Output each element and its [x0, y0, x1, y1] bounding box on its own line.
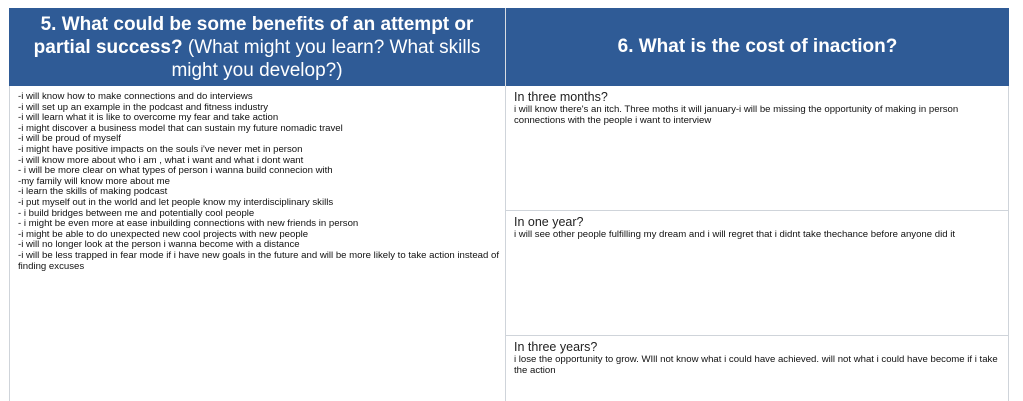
- worksheet-table: [9, 8, 1009, 401]
- benefit-line: -i might be able to do unexpected new cool projects with new people: [18, 228, 309, 240]
- benefit-line: -i will be less trapped in fear mode if i have new goals in the future and will be more likely to take action instead of finding excuses: [18, 249, 502, 272]
- benefit-line: -i will know more about who i am , what i want and what i dont want: [18, 154, 304, 166]
- benefit-line: - i will be more clear on what types of person i wanna build connecion with: [18, 165, 333, 177]
- benefit-line: -i might have positive impacts on the souls i've never met in person: [18, 143, 303, 155]
- benefits-header: [9, 8, 506, 86]
- benefit-line: -i put myself out in the world and let people know my interdisciplinary skills: [18, 196, 334, 208]
- benefit-line: -i will set up an example in the podcast and fitness industry: [18, 101, 269, 113]
- benefit-line: -my family will know more about me: [18, 175, 170, 187]
- cost-answer: i will know there's an itch. Three moths it will january-i will be missing the opportunity of making in person connections with the people i want to interview: [514, 104, 959, 126]
- cost-answers: [506, 86, 1009, 401]
- cost-three-months-box[interactable]: [506, 86, 1008, 211]
- cost-three-years-box[interactable]: [506, 336, 1008, 401]
- benefit-line: -i will know how to make connections and do interviews: [18, 91, 253, 102]
- benefits-header-text: [23, 13, 491, 82]
- benefit-line: -i will no longer look at the person i wanna become with a distance: [18, 239, 300, 251]
- cost-answer: i will see other people fulfilling my dream and i will regret that i didnt take thechance before anyone did it: [514, 229, 956, 240]
- cost-one-year-box[interactable]: [506, 211, 1008, 336]
- cost-question: In three months?: [514, 90, 608, 104]
- benefit-line: -i learn the skills of making podcast: [18, 186, 168, 198]
- benefits-answer-box[interactable]: [9, 86, 506, 401]
- benefit-line: - i might be even more at ease inbuilding connections with new friends in person: [18, 218, 359, 230]
- cost-question: In one year?: [514, 215, 584, 229]
- benefit-line: - i build bridges between me and potentially cool people: [18, 207, 255, 219]
- benefit-line: -i will be proud of myself: [18, 133, 121, 145]
- benefit-line: -i might discover a business model that can sustain my future nomadic travel: [18, 122, 343, 134]
- benefits-header-bold: 5. What could be some benefits of an attempt or partial success?: [33, 13, 474, 58]
- cost-question: In three years?: [514, 340, 598, 354]
- benefit-line: -i will learn what it is like to overcome my fear and take action: [18, 112, 279, 124]
- benefits-header-rest: (What might you learn? What skills might you develop?): [171, 36, 481, 81]
- cost-answer: i lose the opportunity to grow. WIll not know what i could have achieved. will not what i could have become if i take the action: [514, 354, 998, 376]
- cost-header: 6. What is the cost of inaction?: [506, 8, 1009, 86]
